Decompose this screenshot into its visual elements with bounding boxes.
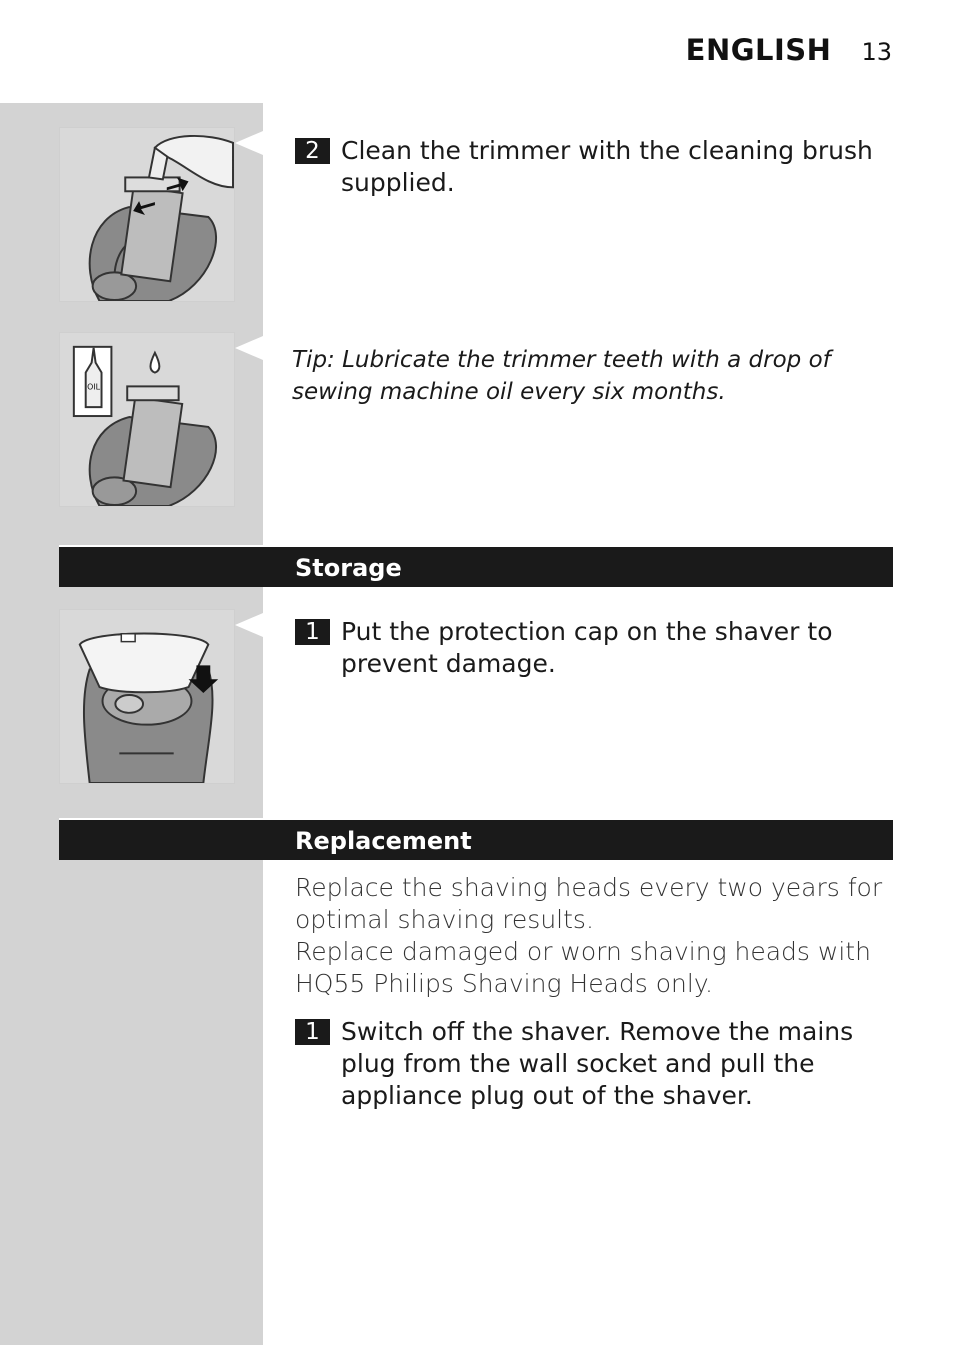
illustration-pointer <box>235 336 263 360</box>
step-number-badge: 1 <box>295 619 330 645</box>
section-header-replacement <box>59 818 893 860</box>
step-protection-cap <box>295 616 905 680</box>
section-header-storage <box>59 545 893 587</box>
step-clean-trimmer <box>295 135 905 199</box>
step-switch-off <box>295 1016 905 1112</box>
oil-lubrication-illustration <box>59 332 235 507</box>
step-number-badge: 2 <box>295 138 330 164</box>
protection-cap-illustration <box>59 609 235 784</box>
replacement-heads-paragraph: Replace damaged or worn shaving heads with HQ55 Philips Shaving Heads only. <box>295 937 871 998</box>
page-header <box>686 33 892 67</box>
lubrication-tip: Tip: Lubricate the trimmer teeth with a drop of sewing machine oil every six months. <box>292 347 831 405</box>
oil-label: OIL <box>87 382 101 392</box>
step-text: Put the protection cap on the shaver to prevent damage. <box>341 617 833 678</box>
replacement-interval-paragraph: Replace the shaving heads every two years for optimal shaving results. <box>295 873 883 934</box>
trimmer-brush-illustration <box>59 127 235 302</box>
language-heading: ENGLISH <box>685 33 832 67</box>
section-title: Replacement <box>295 827 472 855</box>
step-text: Switch off the shaver. Remove the mains plug from the wall socket and pull the appliance plug out of the shaver. <box>341 1017 854 1110</box>
illustration-pointer <box>235 613 263 637</box>
illustration-pointer <box>235 131 263 155</box>
page-number: 13 <box>861 38 892 66</box>
step-number-badge: 1 <box>295 1019 330 1045</box>
section-title: Storage <box>295 554 402 582</box>
step-text: Clean the trimmer with the cleaning brush supplied. <box>341 136 873 197</box>
